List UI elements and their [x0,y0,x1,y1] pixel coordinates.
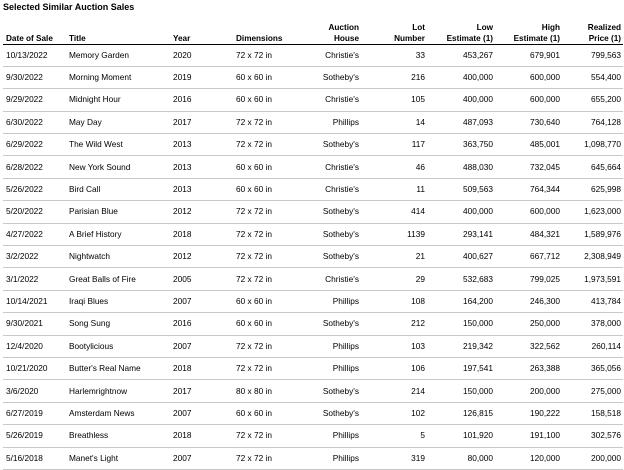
cell-auction-house: Phillips [332,295,359,306]
cell-date: 3/1/2022 [6,273,39,284]
cell-realized-price: 764,128 [591,116,621,127]
cell-high-estimate: 322,562 [530,340,560,351]
table-row [3,156,623,178]
header-realized-price-line2: Price (1) [588,33,621,43]
table-row [3,178,623,200]
header-high-estimate-line2: Estimate (1) [513,33,560,43]
cell-high-estimate: 667,712 [530,251,560,262]
table-row [3,223,623,245]
cell-title: Song Sung [69,318,111,329]
cell-realized-price: 625,998 [591,184,621,195]
cell-low-estimate: 293,141 [463,228,493,239]
cell-realized-price: 158,518 [591,407,621,418]
cell-lot-number: 216 [411,72,425,83]
cell-high-estimate: 200,000 [530,385,560,396]
header-low-estimate-line1: Low [476,22,493,32]
cell-title: Midnight Hour [69,94,121,105]
cell-title: Amsterdam News [69,407,135,418]
cell-auction-house: Christie's [325,184,359,195]
cell-date: 3/6/2020 [6,385,39,396]
cell-realized-price: 378,000 [591,318,621,329]
cell-dimensions: 72 x 72 in [236,273,272,284]
cell-realized-price: 413,784 [591,295,621,306]
cell-dimensions: 80 x 80 in [236,385,272,396]
cell-realized-price: 554,400 [591,72,621,83]
cell-lot-number: 1139 [407,228,425,239]
header-lot-number-line1: Lot [412,22,425,32]
cell-low-estimate: 509,563 [463,184,493,195]
cell-date: 9/30/2021 [6,318,43,329]
cell-auction-house: Phillips [332,116,359,127]
header-realized-price [560,13,623,44]
cell-date: 10/13/2022 [6,49,48,60]
cell-date: 6/29/2022 [6,139,43,150]
header-row [3,13,623,44]
cell-realized-price: 275,000 [591,385,621,396]
cell-high-estimate: 263,388 [530,363,560,374]
cell-low-estimate: 400,000 [463,206,493,217]
cell-title: Nightwatch [69,251,111,262]
cell-year: 2020 [173,49,192,60]
cell-lot-number: 106 [411,363,425,374]
cell-realized-price: 799,563 [591,49,621,60]
auction-sales-table [3,13,623,470]
cell-year: 2016 [173,318,192,329]
cell-auction-house: Sotheby's [322,407,359,418]
header-realized-price-line1: Realized [587,22,621,32]
cell-auction-house: Sotheby's [322,206,359,217]
cell-dimensions: 60 x 60 in [236,407,272,418]
cell-date: 9/29/2022 [6,94,43,105]
cell-auction-house: Phillips [332,340,359,351]
cell-lot-number: 319 [411,452,425,463]
cell-high-estimate: 764,344 [530,184,560,195]
cell-lot-number: 14 [415,116,425,127]
cell-high-estimate: 600,000 [530,94,560,105]
cell-title: Iraqi Blues [69,295,109,306]
cell-auction-house: Sotheby's [322,139,359,150]
cell-year: 2019 [173,72,192,83]
header-dimensions: Dimensions [236,33,283,43]
cell-realized-price: 200,000 [591,452,621,463]
cell-realized-price: 260,114 [591,340,621,351]
header-auction-house-line2: House [333,33,359,43]
cell-auction-house: Phillips [332,452,359,463]
cell-low-estimate: 400,000 [463,94,493,105]
cell-realized-price: 645,664 [591,161,621,172]
cell-low-estimate: 532,683 [463,273,493,284]
cell-high-estimate: 600,000 [530,72,560,83]
cell-dimensions: 72 x 72 in [236,49,272,60]
cell-lot-number: 214 [411,385,425,396]
cell-low-estimate: 150,000 [463,385,493,396]
cell-lot-number: 117 [411,139,425,150]
cell-auction-house: Phillips [332,430,359,441]
header-lot-number [359,13,425,44]
cell-dimensions: 72 x 72 in [236,116,272,127]
cell-realized-price: 1,098,770 [584,139,621,150]
cell-dimensions: 60 x 60 in [236,318,272,329]
cell-low-estimate: 126,815 [463,407,493,418]
cell-title: A Brief History [69,228,122,239]
cell-dimensions: 72 x 72 in [236,206,272,217]
cell-year: 2012 [173,251,192,262]
cell-dimensions: 72 x 72 in [236,139,272,150]
cell-auction-house: Sotheby's [322,318,359,329]
cell-realized-price: 1,589,976 [584,228,621,239]
cell-date: 6/27/2019 [6,407,43,418]
cell-title: Bootylicious [69,340,114,351]
cell-high-estimate: 246,300 [530,295,560,306]
cell-auction-house: Sotheby's [322,251,359,262]
header-low-estimate-line2: Estimate (1) [446,33,493,43]
table-row [3,313,623,335]
cell-realized-price: 365,056 [591,363,621,374]
cell-auction-house: Christie's [325,273,359,284]
cell-auction-house: Christie's [325,161,359,172]
cell-date: 5/26/2019 [6,430,43,441]
cell-year: 2018 [173,363,192,374]
cell-high-estimate: 191,100 [530,430,560,441]
cell-year: 2005 [173,273,192,284]
cell-date: 10/21/2020 [6,363,48,374]
cell-realized-price: 655,200 [591,94,621,105]
cell-year: 2016 [173,94,192,105]
cell-lot-number: 5 [420,430,425,441]
cell-year: 2007 [173,340,192,351]
cell-low-estimate: 400,000 [463,72,493,83]
cell-dimensions: 60 x 60 in [236,184,272,195]
cell-year: 2007 [173,407,192,418]
cell-year: 2013 [173,184,192,195]
cell-year: 2017 [173,385,192,396]
cell-high-estimate: 732,045 [530,161,560,172]
table-row [3,447,623,469]
cell-high-estimate: 730,640 [530,116,560,127]
cell-auction-house: Sotheby's [322,72,359,83]
cell-title: New York Sound [69,161,131,172]
cell-date: 10/14/2021 [6,295,48,306]
cell-low-estimate: 80,000 [467,452,493,463]
cell-high-estimate: 250,000 [530,318,560,329]
table-title: Selected Similar Auction Sales [3,2,135,12]
cell-low-estimate: 150,000 [463,318,493,329]
cell-high-estimate: 484,321 [530,228,560,239]
cell-dimensions: 60 x 60 in [236,295,272,306]
cell-lot-number: 212 [411,318,425,329]
cell-date: 6/28/2022 [6,161,43,172]
cell-year: 2007 [173,452,192,463]
cell-year: 2012 [173,206,192,217]
cell-auction-house: Christie's [325,94,359,105]
cell-low-estimate: 219,342 [463,340,493,351]
cell-low-estimate: 101,920 [463,430,493,441]
cell-auction-house: Sotheby's [322,228,359,239]
cell-date: 6/30/2022 [6,116,43,127]
table-row [3,111,623,133]
table-row [3,89,623,111]
cell-title: Manet's Light [69,452,119,463]
table-row [3,357,623,379]
cell-lot-number: 102 [411,407,425,418]
cell-title: Parisian Blue [69,206,118,217]
header-high-estimate-line1: High [541,22,560,32]
cell-auction-house: Christie's [325,49,359,60]
cell-high-estimate: 485,001 [530,139,560,150]
cell-dimensions: 72 x 72 in [236,430,272,441]
cell-date: 9/30/2022 [6,72,43,83]
cell-date: 3/2/2022 [6,251,39,262]
cell-title: Bird Call [69,184,101,195]
cell-lot-number: 103 [411,340,425,351]
cell-auction-house: Phillips [332,363,359,374]
cell-year: 2013 [173,161,192,172]
cell-lot-number: 11 [416,184,425,195]
cell-low-estimate: 197,541 [463,363,493,374]
cell-low-estimate: 400,627 [463,251,493,262]
cell-lot-number: 108 [411,295,425,306]
cell-realized-price: 1,623,000 [584,206,621,217]
table-row [3,246,623,268]
cell-title: Morning Moment [69,72,132,83]
header-title: Title [69,33,86,43]
cell-year: 2018 [173,430,192,441]
table-row [3,402,623,424]
header-high-estimate [493,13,560,44]
table-row [3,66,623,88]
header-auction-house-line1: Auction [328,22,359,32]
cell-year: 2007 [173,295,192,306]
cell-year: 2018 [173,228,192,239]
cell-low-estimate: 488,030 [463,161,493,172]
table-row [3,380,623,402]
cell-dimensions: 72 x 72 in [236,251,272,262]
cell-dimensions: 72 x 72 in [236,228,272,239]
cell-title: The Wild West [69,139,123,150]
table-row [3,335,623,357]
cell-dimensions: 72 x 72 in [236,340,272,351]
cell-auction-house: Sotheby's [322,385,359,396]
cell-dimensions: 60 x 60 in [236,161,272,172]
cell-dimensions: 72 x 72 in [236,363,272,374]
cell-low-estimate: 363,750 [463,139,493,150]
cell-realized-price: 302,576 [591,430,621,441]
cell-low-estimate: 453,267 [463,49,493,60]
cell-high-estimate: 799,025 [530,273,560,284]
table-row [3,201,623,223]
cell-lot-number: 46 [415,161,425,172]
cell-title: May Day [69,116,102,127]
cell-low-estimate: 164,200 [463,295,493,306]
cell-title: Memory Garden [69,49,129,60]
cell-date: 5/26/2022 [6,184,43,195]
cell-lot-number: 33 [415,49,425,60]
cell-realized-price: 1,973,591 [584,273,621,284]
cell-title: Butter's Real Name [69,363,141,374]
cell-high-estimate: 600,000 [530,206,560,217]
cell-year: 2017 [173,116,192,127]
cell-date: 12/4/2020 [6,340,43,351]
cell-title: Breathless [69,430,109,441]
table-row [3,134,623,156]
header-auction-house [296,13,359,44]
header-year: Year [173,33,191,43]
cell-dimensions: 60 x 60 in [236,72,272,83]
table-row [3,44,623,66]
cell-low-estimate: 487,093 [463,116,493,127]
cell-title: Great Balls of Fire [69,273,136,284]
cell-realized-price: 2,308,949 [584,251,621,262]
cell-lot-number: 414 [411,206,425,217]
cell-year: 2013 [173,139,192,150]
cell-title: Harlemrightnow [69,385,128,396]
cell-high-estimate: 190,222 [530,407,560,418]
table-row [3,290,623,312]
cell-dimensions: 60 x 60 in [236,94,272,105]
header-low-estimate [425,13,493,44]
table-row [3,425,623,447]
cell-high-estimate: 679,901 [530,49,560,60]
header-date: Date of Sale [6,33,53,43]
cell-high-estimate: 120,000 [530,452,560,463]
cell-lot-number: 21 [415,251,425,262]
cell-date: 5/16/2018 [6,452,43,463]
cell-date: 5/20/2022 [6,206,43,217]
cell-lot-number: 29 [415,273,425,284]
cell-dimensions: 72 x 72 in [236,452,272,463]
cell-date: 4/27/2022 [6,228,43,239]
cell-lot-number: 105 [411,94,425,105]
header-lot-number-line2: Number [394,33,425,43]
table-row [3,268,623,290]
